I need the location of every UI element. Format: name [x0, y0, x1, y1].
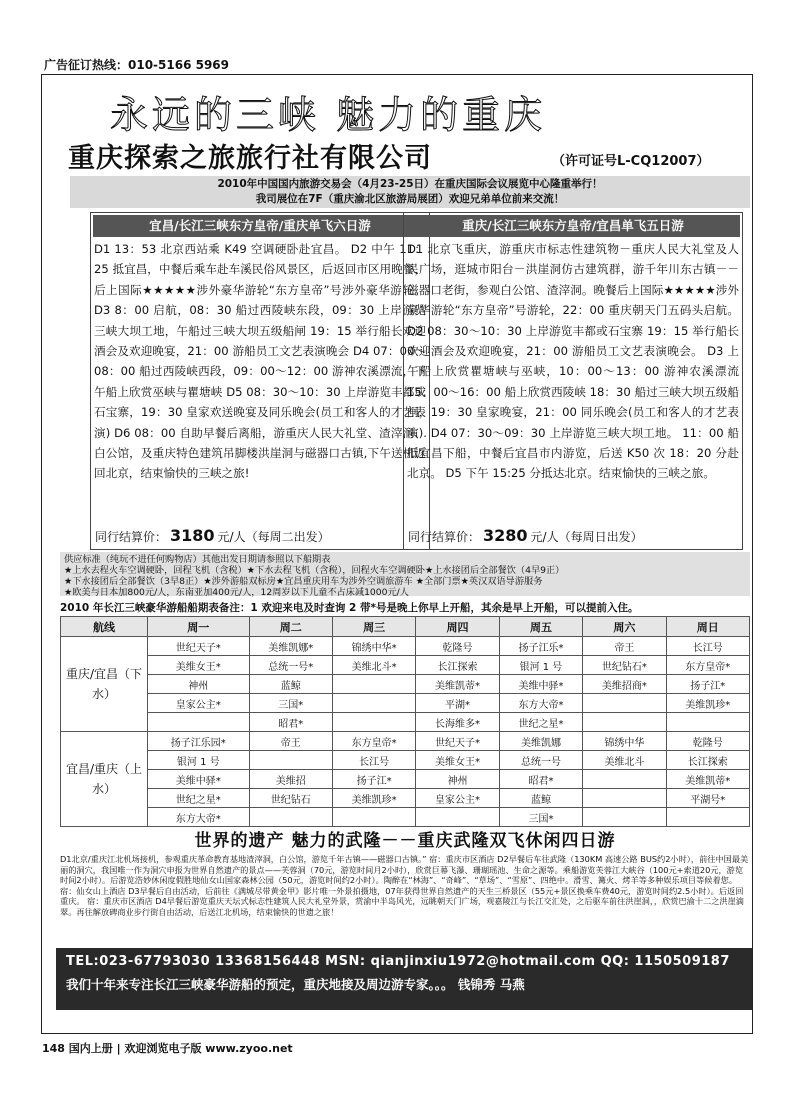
ship-cell: 美维凯蒂* — [666, 770, 749, 789]
wulong-tour-title: 世界的遗产 魅力的武隆－－重庆武隆双飞休闲四日游 — [194, 831, 616, 851]
ship-cell: 美维凯蒂* — [416, 675, 499, 694]
ship-cell: 昭君* — [499, 770, 582, 789]
ship-cell: 世纪天子* — [416, 732, 499, 751]
ship-cell: 蓝鲸 — [249, 675, 332, 694]
ship-cell: 美维凯珍* — [332, 789, 415, 808]
col-header: 周六 — [583, 617, 666, 637]
ship-cell: 总统一号 — [499, 751, 582, 770]
schedule-row — [61, 713, 750, 732]
ship-cell: 美维招商* — [583, 675, 666, 694]
col-header: 周二 — [249, 617, 332, 637]
ship-cell: 东方皇帝* — [332, 732, 415, 751]
contact-line-1: TEL:023-67793030 13368156448 MSN: qianjinxiu1972@hotmail.com QQ: 1150509187 — [66, 954, 730, 969]
ship-cell: 三国* — [249, 694, 332, 713]
ship-cell: 长江探索 — [666, 751, 749, 770]
ship-cell: 美维凯娜* — [249, 637, 332, 656]
ship-cell: 扬子江乐* — [499, 637, 582, 656]
ship-cell — [416, 808, 499, 827]
price-suffix: 元/人（每周日出发） — [530, 530, 643, 544]
schedule-row — [61, 732, 750, 751]
ship-cell: 昭君* — [249, 713, 332, 732]
ship-cell: 乾隆号 — [416, 637, 499, 656]
contact-line-2: 我们十年来专注长江三峡豪华游船的预定，重庆地接及周边游专家。。。 钱锦秀 马燕 — [66, 977, 525, 992]
ship-cell: 世纪钻石 — [249, 789, 332, 808]
ship-cell — [332, 675, 415, 694]
contact-bar — [56, 948, 752, 1010]
ship-cell: 银河 1 号 — [148, 751, 250, 770]
ship-cell: 美维凯娜 — [499, 732, 582, 751]
ship-cell: 银河 1 号 — [499, 656, 582, 675]
ship-cell: 美维女王* — [416, 751, 499, 770]
ship-cell: 世纪天子* — [148, 637, 250, 656]
ship-cell: 皇家公主* — [148, 694, 250, 713]
ship-cell — [332, 808, 415, 827]
wulong-tour-text: D1北京/重庆江北机场接机，参观重庆革命教育基地渣滓洞，白公馆，游览千年古镇——磁器口古镇。” 宿：重庆市区酒店 D2早餐后车往武隆（130KM 高速公路 BUS约2小时），前往中国最美丽的洞穴，我国唯一作为洞穴申报为世界自然遗产的景点——芙蓉洞（70元，游览时间月2小时），欣赏巨幕飞瀑、珊瑚瑶池、生命之源等。乘船游览芙蓉江大峡谷（100元+索道20元，游览时间2小时）。后游览浩妙休闲度假胜地仙女山国家森林公园（50元，游览时间约2小时）。陶醉在“林海”、“奇峰”、“草场”、“雪原”、四绝中。滑雪、篝火、烤羊等多种娱乐项目等候着您。 宿：仙女山上酒店 D3早餐后自由活动，后前往《满城尽带黄金甲》影片唯一外景拍摄地，07年获得世界自然遗产的天生三桥景区（55元+景区换乘车费40元，游览时间约2.5小时）。后返回重庆。 宿：重庆市区酒店 D4早餐后游览重庆天坛式标志性建筑人民大礼堂外景，赏渝中半岛风光，远眺朝天门广场，观嘉陵江与长江交汇处，之后驱车前往洪崖洞，，欣赏巴渝十二之洪崖滴翠。再往解放碑商业步行街自由活动，后送江北机场，结束愉快的世遗之旅！ — [60, 854, 749, 917]
price-label: 同行结算价： — [95, 530, 168, 544]
itinerary-six-day — [90, 212, 430, 550]
ship-cell: 美维北斗 — [583, 751, 666, 770]
banner-line-2: 我司展位在7F（重庆渝北区旅游局展团）欢迎兄弟单位前来交流！ — [255, 193, 565, 205]
col-header: 周四 — [416, 617, 499, 637]
ship-cell: 锦绣中华* — [332, 637, 415, 656]
ship-cell: 长江号 — [666, 637, 749, 656]
col-header: 航线 — [61, 617, 148, 637]
ship-cell: 乾隆号 — [666, 732, 749, 751]
ship-cell: 总统一号* — [249, 656, 332, 675]
ship-cell: 神州 — [416, 770, 499, 789]
headline: 永远的三峡 魅力的重庆 — [110, 93, 547, 137]
itinerary-five-day — [403, 212, 743, 550]
price-value: 3180 — [170, 526, 215, 545]
ship-cell: 神州 — [148, 675, 250, 694]
itinerary-title: 宜昌/长江三峡东方皇帝/重庆单飞六日游 — [93, 215, 427, 237]
ad-hotline: 广告征订热线：010-5166 5969 — [44, 58, 230, 72]
ship-cell — [332, 694, 415, 713]
price-line — [408, 526, 643, 545]
supply-line: ★上水去程火车空调硬卧，回程飞机（含税）★下水去程飞机（含税），回程火车空调硬卧★上水接团后全部餐饮（4早9正） — [64, 565, 565, 576]
itinerary-text: D1 13：53 北京西站乘 K49 空调硬卧赴宜昌。 D2 中午 11：25 抵宜昌，中餐后乘车赴车溪民俗风景区，后返回市区用晚餐，后上国际★★★★★涉外豪华游轮“东方皇帝”号涉外豪华游轮。 D3 8：00 启航，08：30 船过西陵峡东段，09：30 上岸游览三峡大坝工地，午船过三峡大坝五级船闸 19：15 举行船长欢迎酒会及欢迎晚宴，21：00 游船员工文艺表演晚会 D4 07：00～08：00 船过西陵峡西段，09：00～12：00 游神农溪漂流，下午船上欣赏巫峡与瞿塘峡 D5 08：30～10：30 上岸游览丰都或石宝寨，19：30 皇家欢送晚宴及同乐晚会(员工和客人的才艺表演) D6 08：00 自助早餐后离船，游重庆人民大礼堂、渣滓洞、白公馆，及重庆特色建筑吊脚楼洪崖洞与磁器口古镇,下午送机返回北京，结束愉快的三峡之旅! — [94, 242, 426, 481]
price-line — [95, 526, 330, 545]
route-label: 重庆/宜昌（下水） — [61, 637, 148, 732]
schedule-row — [61, 694, 750, 713]
ship-cell: 美维中驿* — [499, 675, 582, 694]
itinerary-text: D1 北京飞重庆，游重庆市标志性建筑物－重庆人民大礼堂及人民广场，逛城市阳台－洪崖洞仿古建筑群，游千年川东古镇－－磁器口老街，参观白公馆、渣滓洞。晚餐后上国际★★★★★涉外豪华游轮“东方皇帝”号游轮，22：00 重庆朝天门五码头启航。 D2 08：30～10：30 上岸游览丰都或石宝寨 19：15 举行船长欢迎酒会及欢迎晚宴，21：00 游船员工文艺表演晚会。 D3 上午船上欣赏瞿塘峡与巫峡，10：00～13：00 游神农溪漂流 15：00～16：00 船上欣赏西陵峡 18：30 船过三峡大坝五级船闸，19：30 皇家晚宴，21：00 同乐晚会(员工和客人的才艺表演). D4 07：30～09：30 上岸游览三峡大坝工地。 11：00 船抵宜昌下船，中餐后宜昌市内游览，后送 K50 次 18：20 分赴北京。 D5 下午 15:25 分抵达北京。结束愉快的三峡之旅。 — [407, 242, 739, 481]
ship-cell: 锦绣中华 — [583, 732, 666, 751]
schedule-row — [61, 751, 750, 770]
schedule-row — [61, 770, 750, 789]
col-header: 周三 — [332, 617, 415, 637]
ship-cell: 帝王 — [249, 732, 332, 751]
ship-cell — [666, 808, 749, 827]
ship-cell: 东方大帝* — [148, 808, 250, 827]
schedule-header-row — [61, 617, 750, 637]
ship-cell — [148, 713, 250, 732]
schedule-row — [61, 808, 750, 827]
ship-cell — [583, 694, 666, 713]
ship-cell: 三国* — [499, 808, 582, 827]
schedule-row — [61, 637, 750, 656]
col-header: 周日 — [666, 617, 749, 637]
price-label: 同行结算价： — [408, 530, 481, 544]
ship-cell — [666, 713, 749, 732]
ship-cell — [249, 751, 332, 770]
schedule-row — [61, 675, 750, 694]
banner-line-1: 2010年中国国内旅游交易会（4月23-25日）在重庆国际会议展览中心隆重举行！ — [217, 178, 603, 190]
route-label: 宜昌/重庆（上水） — [61, 732, 148, 827]
ship-cell — [583, 808, 666, 827]
ship-cell: 美维招 — [249, 770, 332, 789]
ship-cell: 扬子江乐园* — [148, 732, 250, 751]
ship-cell: 长江探索 — [416, 656, 499, 675]
supply-line: 供应标准（纯玩不进任何购物店）其他出发日期请参照以下船期表 — [64, 554, 331, 565]
ship-cell: 美维中驿* — [148, 770, 250, 789]
supply-standard — [60, 552, 750, 596]
expo-banner — [70, 176, 750, 208]
company-name: 重庆探索之旅旅行社有限公司 — [68, 143, 432, 174]
ship-cell — [332, 713, 415, 732]
ship-cell — [583, 770, 666, 789]
ship-cell — [249, 808, 332, 827]
ship-cell: 长海维多* — [416, 713, 499, 732]
col-header: 周五 — [499, 617, 582, 637]
ship-cell: 东方大帝* — [499, 694, 582, 713]
ship-cell: 世纪之星* — [499, 713, 582, 732]
supply-line: ★下水接团后全部餐饮（3早8正）★涉外游船双标房★宜昌重庆用车为涉外空调旅游车 ★全部门票★英汉双语导游服务 — [64, 576, 543, 587]
ship-cell: 美维女王* — [148, 656, 250, 675]
schedule-row — [61, 656, 750, 675]
price-suffix: 元/人（每周二出发） — [217, 530, 330, 544]
ship-cell — [583, 713, 666, 732]
ship-cell: 扬子江* — [332, 770, 415, 789]
ship-schedule-table — [60, 616, 750, 827]
price-value: 3280 — [483, 526, 528, 545]
schedule-heading: 2010 年长江三峡豪华游船船期表备注：1 欢迎来电及时查询 2 带*号是晚上你早上开船，其余是早上开船，可以提前入住。 — [60, 602, 639, 614]
ship-cell: 蓝鲸 — [499, 789, 582, 808]
page-footer: 148 国内上册 | 欢迎浏览电子版 www.zyoo.net — [42, 1042, 293, 1055]
col-header: 周一 — [148, 617, 250, 637]
ship-cell: 世纪钻石* — [583, 656, 666, 675]
ship-cell: 扬子江* — [666, 675, 749, 694]
itinerary-title: 重庆/长江三峡东方皇帝/宜昌单飞五日游 — [406, 215, 740, 237]
ship-cell: 东方皇帝* — [666, 656, 749, 675]
ship-cell: 平湖* — [416, 694, 499, 713]
supply-line: ★欧美与日本加800元/人，东南亚加400元/人，12周岁以下儿童不占床减1000元/人 — [64, 587, 409, 598]
ship-cell: 美维北斗* — [332, 656, 415, 675]
ship-cell: 长江号 — [332, 751, 415, 770]
ship-cell: 皇家公主* — [416, 789, 499, 808]
ship-cell: 平湖号* — [666, 789, 749, 808]
schedule-row — [61, 789, 750, 808]
license-number: （许可证号L-CQ12007） — [552, 154, 710, 169]
ship-cell: 美维凯珍* — [666, 694, 749, 713]
ship-cell — [583, 789, 666, 808]
ship-cell: 世纪之星* — [148, 789, 250, 808]
ship-cell: 帝王 — [583, 637, 666, 656]
